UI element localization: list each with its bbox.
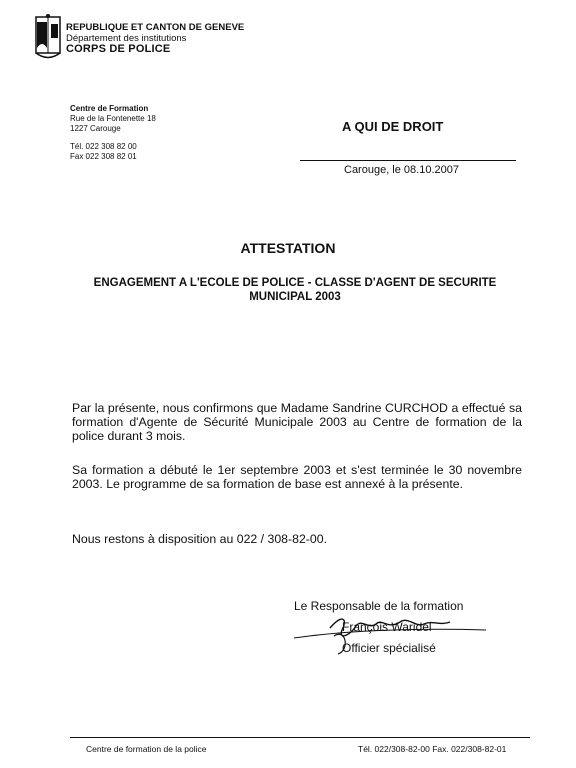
subject-line2: MUNICIPAL 2003	[249, 291, 341, 303]
body-paragraph-3: Nous restons à disposition au 022 / 308-82-00.	[72, 532, 327, 546]
letterhead-line1: REPUBLIQUE ET CANTON DE GENEVE	[66, 22, 245, 33]
subject	[70, 276, 520, 304]
signatory-name: François Waridel	[342, 620, 432, 634]
footer-left: Centre de formation de la police	[86, 744, 207, 754]
body-paragraph-1: Par la présente, nous confirmons que Madame Sandrine CURCHOD a effectué sa formation d'Agente de Sécurité Municipale 2003 au Centre de formation de la police durant 3 mois.	[72, 401, 522, 443]
signatory-title: Officier spécialisé	[342, 641, 436, 655]
sender-city: 1227 Carouge	[70, 124, 121, 133]
body-paragraph-2: Sa formation a débuté le 1er septembre 2003 et s'est terminée le 30 novembre 2003. Le programme de sa formation de base est annexé à la présente.	[72, 463, 522, 491]
footer-divider	[70, 737, 530, 738]
sender-street: Rue de la Fontenette 18	[70, 114, 156, 123]
subject-line1: ENGAGEMENT A L'ECOLE DE POLICE - CLASSE D'AGENT DE SECURITE	[93, 277, 497, 289]
recipient: A QUI DE DROIT	[342, 119, 444, 134]
letterhead-line2: Département des institutions	[66, 33, 187, 44]
dateline: Carouge, le 08.10.2007	[344, 164, 459, 176]
document-title: ATTESTATION	[240, 240, 336, 256]
letterhead-line3: CORPS DE POLICE	[66, 43, 171, 55]
sender-fax: Fax 022 308 82 01	[70, 152, 137, 161]
sender-address	[70, 104, 156, 162]
date-separator	[300, 160, 516, 161]
signatory-role: Le Responsable de la formation	[294, 599, 464, 613]
sender-name: Centre de Formation	[70, 104, 149, 113]
signature-block	[294, 596, 463, 659]
geneva-crest-icon	[34, 14, 62, 64]
sender-phone: Tél. 022 308 82 00	[70, 142, 137, 151]
footer-contact: Tél. 022/308-82-00 Fax. 022/308-82-01	[358, 744, 507, 754]
letterhead	[66, 22, 244, 55]
